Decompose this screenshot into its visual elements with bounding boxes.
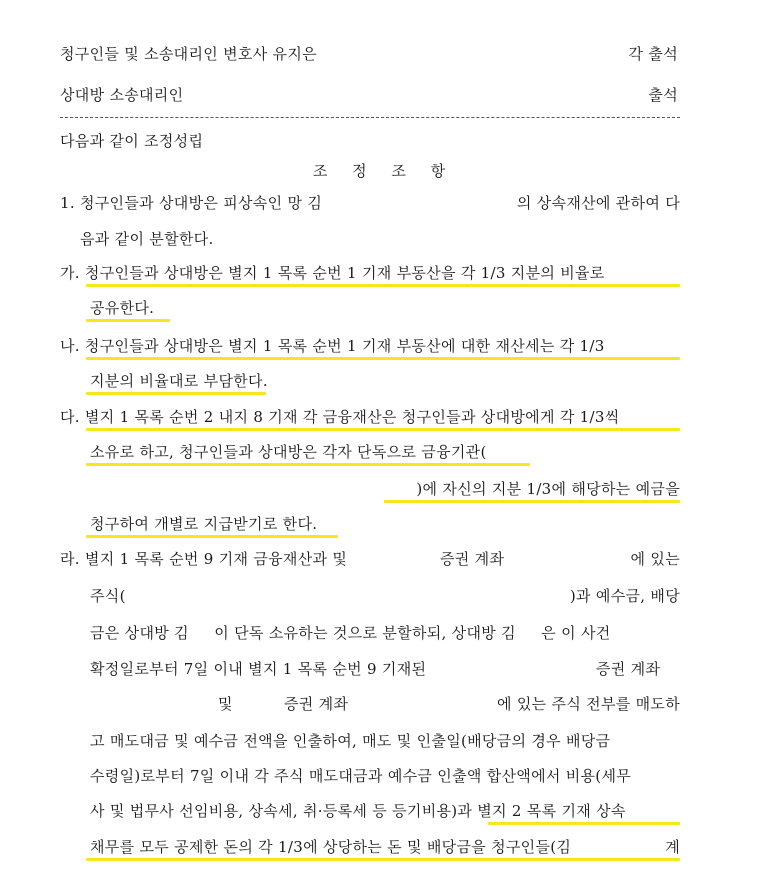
clause-da-line3: )에 자신의 지분 1/3에 해당하는 예금을 <box>416 480 680 498</box>
clause-ra-line3: 금은 상대방 김 이 단독 소유하는 것으로 분할하되, 상대방 김 은 이 사건 <box>90 624 611 642</box>
respondent-line: 상대방 소송대리인 <box>60 86 184 104</box>
clause-ra-line5-and: 및 <box>218 695 233 713</box>
highlight-underline <box>86 392 266 395</box>
clause-ra-line6: 고 매도대금 및 예수금 전액을 인출하여, 매도 및 인출일(배당금의 경우 배당금 <box>90 732 611 750</box>
clause-da-line4: 청구하여 개별로 지급받기로 한다. <box>90 515 318 533</box>
clause-na-line1: 나. 청구인들과 상대방은 별지 1 목록 순번 1 기재 부동산에 대한 재산세는 각 1/3 <box>60 337 605 355</box>
clause-ra-line9-end: 계 <box>665 838 680 856</box>
highlight-underline <box>86 284 680 287</box>
highlight-underline <box>488 822 680 825</box>
dashed-divider <box>60 117 680 118</box>
item1-line1-end: 의 상속재산에 관하여 다 <box>516 194 680 212</box>
clause-ra-line8: 사 및 법무사 선임비용, 상속세, 취·등록세 등 등기비용)과 별지 2 목록 기재 상속 <box>90 802 626 820</box>
claimants-line: 청구인들 및 소송대리인 변호사 유지은 <box>60 45 317 63</box>
clause-ra-line1: 라. 별지 1 목록 순번 9 기재 금융재산과 및 <box>60 550 348 568</box>
clause-da-line1: 다. 별지 1 목록 순번 2 내지 8 기재 각 금융재산은 청구인들과 상대방에게 각 1/3씩 <box>60 408 620 426</box>
clause-ra-line2: 주식( <box>90 587 126 605</box>
highlight-underline <box>86 535 338 538</box>
item1-line2: 음과 같이 분할한다. <box>80 230 214 248</box>
clause-ra-line4: 확정일로부터 7일 이내 별지 1 목록 순번 9 기재된 <box>90 660 427 678</box>
clause-ra-line2-end: )과 예수금, 배당 <box>569 587 680 605</box>
clause-ga-line2: 공유한다. <box>90 299 155 317</box>
highlight-underline <box>86 428 680 431</box>
clause-ra-line9: 채무를 모두 공제한 돈의 각 1/3에 상당하는 돈 및 배당금을 청구인들(김 <box>90 838 572 856</box>
highlight-underline <box>86 357 680 360</box>
clause-ra-line4-account: 증권 계좌 <box>596 660 661 678</box>
highlight-underline <box>86 858 680 861</box>
clause-ra-line7: 수령일)로부터 7일 이내 각 주식 매도대금과 예수금 인출액 합산액에서 비용(세무 <box>90 767 632 785</box>
highlight-underline <box>86 319 170 322</box>
clause-ra-line1-end: 에 있는 <box>630 550 680 568</box>
clause-na-line2: 지분의 비율대로 부담한다. <box>90 372 268 390</box>
section-title: 조 정 조 항 <box>312 162 456 180</box>
claimants-status: 각 출석 <box>628 45 678 63</box>
clause-da-line2: 소유로 하고, 청구인들과 상대방은 각자 단독으로 금융기관( <box>90 443 487 461</box>
clause-ra-line5-end: 에 있는 주식 전부를 매도하 <box>497 695 680 713</box>
preamble: 다음과 같이 조정성립 <box>60 132 204 150</box>
highlight-underline <box>86 463 530 466</box>
clause-ra-line1-account: 증권 계좌 <box>440 550 505 568</box>
highlight-underline <box>384 500 680 503</box>
clause-ra-line5-account: 증권 계좌 <box>284 695 349 713</box>
clause-ga-line1: 가. 청구인들과 상대방은 별지 1 목록 순번 1 기재 부동산을 각 1/3 지분의 비율로 <box>60 264 605 282</box>
item1-line1: 1. 청구인들과 상대방은 피상속인 망 김 <box>60 194 323 212</box>
respondent-status: 출석 <box>648 86 678 104</box>
